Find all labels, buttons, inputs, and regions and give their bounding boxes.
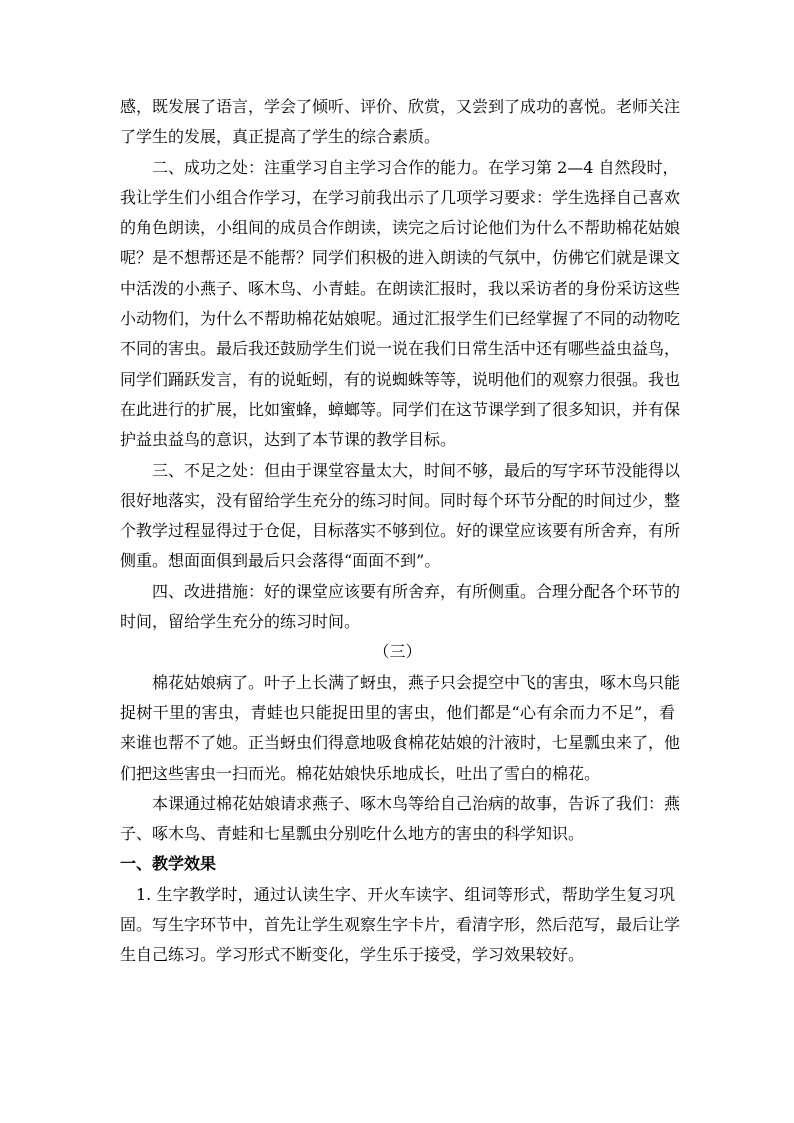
text-line: 们把这些害虫一扫而光。棉花姑娘快乐地成长，吐出了雪白的棉花。 xyxy=(120,763,601,783)
text-line: 感，既发展了语言，学会了倾听、评价、欣赏，又尝到了成功的喜悦。老师关注 xyxy=(120,97,681,116)
part-heading-three: （三） xyxy=(373,642,422,662)
text-line: 棉花姑娘病了。叶子上长满了蚜虫，燕子只会提空中飞的害虫，啄木鸟只能 xyxy=(152,672,681,692)
section-heading-shortcomings: 三、不足之处：但由于课堂容量太大，时间不够，最后的写字环节没能得以 xyxy=(152,460,681,480)
text-line: 很好地落实，没有留给学生充分的练习时间。同时每个环节分配的时间过少，整 xyxy=(120,490,681,510)
text-line: 我让学生们小组合作学习，在学习前我出示了几项学习要求：学生选择自己喜欢 xyxy=(120,187,681,207)
text-line: 不同的害虫。最后我还鼓励学生们说一说在我们日常生活中还有哪些益虫益鸟， xyxy=(120,339,681,359)
text-line: 个教学过程显得过于仓促，目标落实不够到位。好的课堂应该要有所舍弃，有所 xyxy=(120,521,681,541)
text-line: 了学生的发展，真正提高了学生的综合素质。 xyxy=(120,127,441,147)
text-line: 时间，留给学生充分的练习时间。 xyxy=(120,612,361,632)
text-line: 小动物们，为什么不帮助棉花姑娘呢。通过汇报学生们已经掌握了不同的动物吃 xyxy=(120,309,681,329)
list-item: 1. 生字教学时，通过认读生字、开火车读字、组词等形式，帮助学生复习巩 xyxy=(136,884,675,904)
text-line: 在此进行的扩展，比如蜜蜂，蟑螂等。同学们在这节课学到了很多知识，并有保 xyxy=(120,399,681,419)
text-line: 呢？是不想帮还是不能帮？同学们积极的进入朗读的气氛中，仿佛它们就是课文 xyxy=(120,248,681,268)
section-heading-improvements: 四、改进措施：好的课堂应该要有所舍弃，有所侧重。合理分配各个环节的 xyxy=(152,581,681,601)
text-line: 护益虫益鸟的意识，达到了本节课的教学目标。 xyxy=(120,430,457,450)
text-line: 来谁也帮不了她。正当蚜虫们得意地吸食棉花姑娘的汁液时，七星瓢虫来了，他 xyxy=(120,733,681,753)
document-page xyxy=(120,92,681,971)
text-line: 本课通过棉花姑娘请求燕子、啄木鸟等给自己治病的故事，告诉了我们：燕 xyxy=(152,793,681,813)
text-line: 同学们踊跃发言，有的说蚯蚓，有的说蜘蛛等等，说明他们的观察力很强。我也 xyxy=(120,369,681,389)
section-heading-teaching-effect: 一、教学效果 xyxy=(120,854,217,874)
section-heading-success: 二、成功之处：注重学习自主学习合作的能力。在学习第 2—4 自然段时， xyxy=(152,157,679,177)
text-line: 的角色朗读，小组间的成员合作朗读，读完之后讨论他们为什么不帮助棉花姑娘 xyxy=(120,218,681,238)
text-line: 生自己练习。学习形式不断变化，学生乐于接受，学习效果较好。 xyxy=(120,945,585,965)
text-line: 捉树干里的害虫，青蛙也只能捉田里的害虫，他们都是“心有余而力不足”，看 xyxy=(120,702,675,722)
text-line: 固。写生字环节中，首先让学生观察生字卡片，看清字形，然后范写，最后让学 xyxy=(120,915,681,935)
text-line: 侧重。想面面俱到最后只会落得“面面不到”。 xyxy=(120,551,441,571)
text-line: 子、啄木鸟、青蛙和七星瓢虫分别吃什么地方的害虫的科学知识。 xyxy=(120,824,585,844)
text-line: 中活泼的小燕子、啄木鸟、小青蛙。在朗读汇报时，我以采访者的身份采访这些 xyxy=(120,278,681,298)
